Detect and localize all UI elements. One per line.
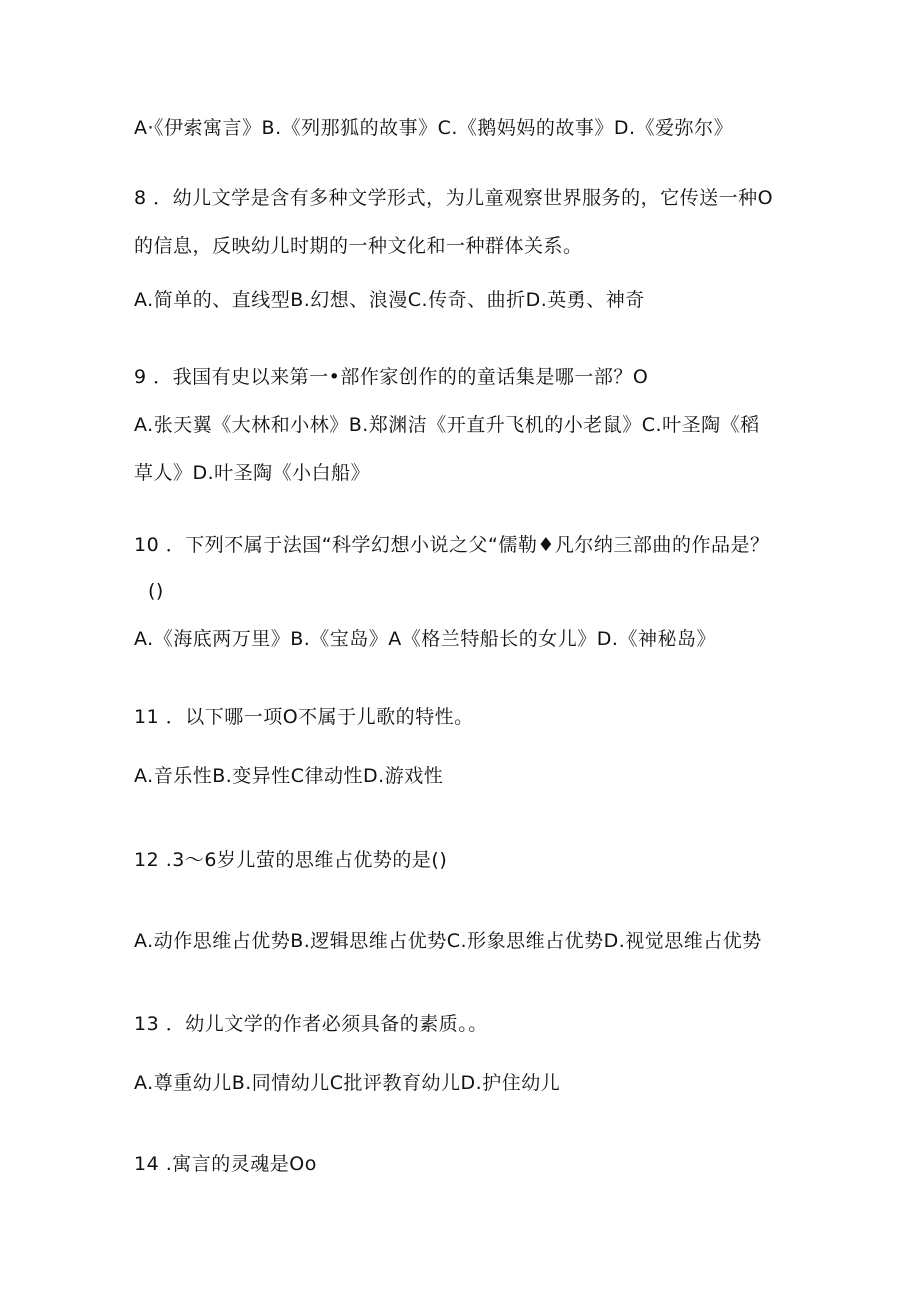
question-13: 13 ．幼儿文学的作者必须具备的素质。。 xyxy=(134,1013,488,1035)
question-10: 10 ．下列不属于法国“科学幻想小说之父“儒勒♦凡尔纳三部曲的作品是？ xyxy=(134,534,770,556)
question-10-cont: () xyxy=(148,580,164,602)
options-q9: A.张天翼《大林和小林》B.郑渊洁《开直升飞机的小老鼠》C.叶圣陶《稻 xyxy=(134,414,760,436)
options-q8: A.简单的、直线型B.幻想、浪漫C.传奇、曲折D.英勇、神奇 xyxy=(134,289,645,311)
options-q9-cont: 草人》D.叶圣陶《小白船》 xyxy=(134,462,371,484)
question-9: 9 ．我国有史以来第一•部作家创作的的童话集是哪一部？O xyxy=(134,366,649,388)
options-q7: A·《伊索寓言》B.《列那狐的故事》C.《鹅妈妈的故事》D.《爱弥尔》 xyxy=(134,117,734,139)
question-12: 12 .3～6岁儿萤的思维占优势的是() xyxy=(134,849,448,871)
question-8: 8 ．幼儿文学是含有多种文学形式，为儿童观察世界服务的，它传送一种O xyxy=(134,187,774,209)
question-11: 11 ．以下哪一项O不属于儿歌的特性。 xyxy=(134,706,474,728)
options-q11: A.音乐性B.变异性C律动性D.游戏性 xyxy=(134,765,444,787)
options-q13: A.尊重幼儿B.同情幼儿C批评教育幼儿D.护住幼儿 xyxy=(134,1072,561,1094)
options-q10: A.《海底两万里》B.《宝岛》A《格兰特船长的女儿》D.《神秘岛》 xyxy=(134,628,716,650)
options-q12: A.动作思维占优势B.逻辑思维占优势C.形象思维占优势D.视觉思维占优势 xyxy=(134,930,762,952)
question-14: 14 .寓言的灵魂是Oo xyxy=(134,1153,317,1175)
question-8-cont: 的信息，反映幼儿时期的一种文化和一种群体关系。 xyxy=(134,235,583,257)
